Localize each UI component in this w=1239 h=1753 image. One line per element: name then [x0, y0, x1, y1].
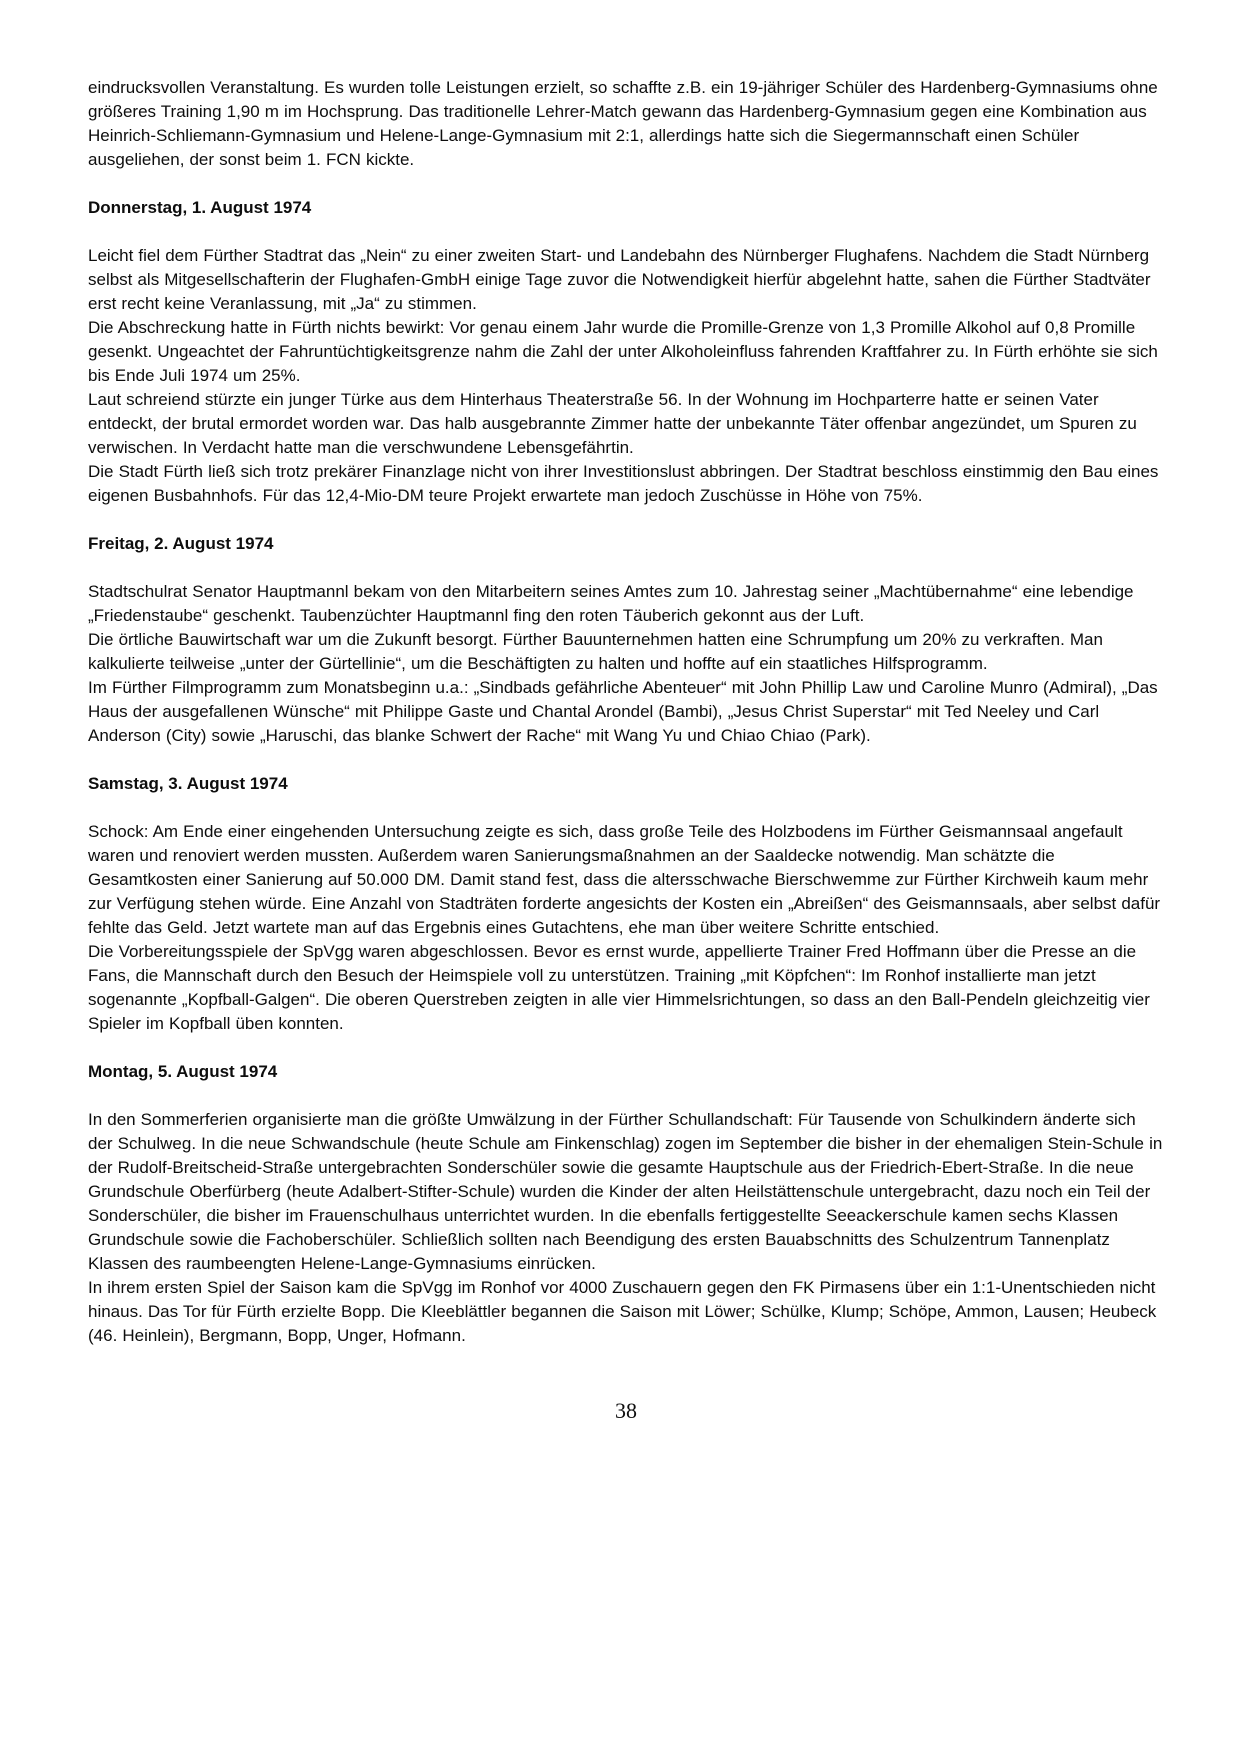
- paragraph: In den Sommerferien organisierte man die größte Umwälzung in der Fürther Schullandschaft: Für Tausende von Schulkindern änderte sich der Schulweg. In die neue Schwandschule (heute Schule am Finkenschlag) zogen im September die bisher in der ehemaligen Stein-Schule in der Rudolf-Breitscheid-Straße untergebrachten Sonderschüler sowie die gesamte Hauptschule aus der Friedrich-Ebert-Straße. In die neue Grundschule Oberfürberg (heute Adalbert-Stifter-Schule) wurden die Kinder der alten Heilstättenschule untergebracht, dazu noch ein Teil der Sonderschüler, die bisher im Frauenschulhaus unterrichtet wurden. In die ebenfalls fertiggestellte Seeackerschule kamen sechs Klassen Grundschule sowie die Fachoberschüler. Schließlich sollten nach Beendigung des ersten Bauabschnitts des Schulzentrum Tannenplatz Klassen des raumbeengten Helene-Lange-Gymnasiums einrücken.: [88, 1110, 1163, 1273]
- paragraph: Laut schreiend stürzte ein junger Türke aus dem Hinterhaus Theaterstraße 56. In der Wohnung im Hochparterre hatte er seinen Vater entdeckt, der brutal ermordet worden war. Das halb ausgebrannte Zimmer hatte der unbekannte Täter offenbar angezündet, um Spuren zu verwischen. In Verdacht hatte man die verschwundene Lebensgefährtin.: [88, 390, 1137, 457]
- section-heading: Freitag, 2. August 1974: [88, 534, 274, 553]
- paragraph: Schock: Am Ende einer eingehenden Untersuchung zeigte es sich, dass große Teile des Holzbodens im Fürther Geismannsaal angefault waren und renoviert werden mussten. Außerdem waren Sanierungsmaßnahmen an der Saaldecke notwendig. Man schätzte die Gesamtkosten einer Sanierung auf 50.000 DM. Damit stand fest, dass die altersschwache Bierschwemme zur Fürther Kirchweih kaum mehr zur Verfügung stehen würde. Eine Anzahl von Stadträten forderte angesichts der Kosten ein „Abreißen“ des Geismannsaals, aber selbst dafür fehlte das Geld. Jetzt wartete man auf das Ergebnis eines Gutachtens, ehe man über weitere Schritte entschied.: [88, 822, 1161, 937]
- paragraph: Leicht fiel dem Fürther Stadtrat das „Nein“ zu einer zweiten Start- und Landebahn des Nürnberger Flughafens. Nachdem die Stadt Nürnberg selbst als Mitgesellschafterin der Flughafen-GmbH einige Tage zuvor die Notwendigkeit hierfür abgelehnt hatte, sahen die Fürther Stadtväter erst recht keine Veranlassung, mit „Ja“ zu stimmen.: [88, 246, 1151, 313]
- paragraph: Die Abschreckung hatte in Fürth nichts bewirkt: Vor genau einem Jahr wurde die Promille-Grenze von 1,3 Promille Alkohol auf 0,8 Promille gesenkt. Ungeachtet der Fahruntüchtigkeitsgrenze nahm die Zahl der unter Alkoholeinfluss fahrenden Kraftfahrer zu. In Fürth erhöhte sie sich bis Ende Juli 1974 um 25%.: [88, 318, 1158, 385]
- paragraph: Die Vorbereitungsspiele der SpVgg waren abgeschlossen. Bevor es ernst wurde, appellierte Trainer Fred Hoffmann über die Presse an die Fans, die Mannschaft durch den Besuch der Heimspiele voll zu unterstützen. Training „mit Köpfchen“: Im Ronhof installierte man jetzt sogenannte „Kopfball-Galgen“. Die oberen Querstreben zeigten in alle vier Himmelsrichtungen, so dass an den Ball-Pendeln gleichzeitig vier Spieler im Kopfball üben konnten.: [88, 942, 1150, 1033]
- paragraph: Im Fürther Filmprogramm zum Monatsbeginn u.a.: „Sindbads gefährliche Abenteuer“ mit John Phillip Law und Caroline Munro (Admiral), „Das Haus der ausgefallenen Wünsche“ mit Philippe Gaste und Chantal Arondel (Bambi), „Jesus Christ Superstar“ mit Ted Neeley und Carl Anderson (City) sowie „Haruschi, das blanke Schwert der Rache“ mit Wang Yu und Chiao Chiao (Park).: [88, 678, 1158, 745]
- paragraph: In ihrem ersten Spiel der Saison kam die SpVgg im Ronhof vor 4000 Zuschauern gegen den FK Pirmasens über ein 1:1-Unentschieden nicht hinaus. Das Tor für Fürth erzielte Bopp. Die Kleeblättler begannen die Saison mit Löwer; Schülke, Klump; Schöpe, Ammon, Lausen; Heubeck (46. Heinlein), Bergmann, Bopp, Unger, Hofmann.: [88, 1278, 1157, 1345]
- paragraph: Die Stadt Fürth ließ sich trotz prekärer Finanzlage nicht von ihrer Investitionslust abbringen. Der Stadtrat beschloss einstimmig den Bau eines eigenen Busbahnhofs. Für das 12,4-Mio-DM teure Projekt erwartete man jedoch Zuschüsse in Höhe von 75%.: [88, 462, 1159, 505]
- section-heading: Samstag, 3. August 1974: [88, 774, 288, 793]
- section-heading: Donnerstag, 1. August 1974: [88, 198, 312, 217]
- paragraph: Die örtliche Bauwirtschaft war um die Zukunft besorgt. Fürther Bauunternehmen hatten eine Schrumpfung um 20% zu verkraften. Man kalkulierte teilweise „unter der Gürtellinie“, um die Beschäftigten zu halten und hoffte auf ein staatliches Hilfsprogramm.: [88, 630, 1103, 673]
- paragraph: eindrucksvollen Veranstaltung. Es wurden tolle Leistungen erzielt, so schaffte z.B. ein 19-jähriger Schüler des Hardenberg-Gymnasiums ohne größeres Training 1,90 m im Hochsprung. Das traditionelle Lehrer-Match gewann das Hardenberg-Gymnasium gegen eine Kombination aus Heinrich-Schliemann-Gymnasium und Helene-Lange-Gymnasium mit 2:1, allerdings hatte sich die Siegermannschaft einen Schüler ausgeliehen, der sonst beim 1. FCN kickte.: [88, 78, 1158, 169]
- page-number: 38: [615, 1398, 637, 1423]
- section-heading: Montag, 5. August 1974: [88, 1062, 278, 1081]
- paragraph: Stadtschulrat Senator Hauptmannl bekam von den Mitarbeitern seines Amtes zum 10. Jahrestag seiner „Machtübernahme“ eine lebendige „Friedenstaube“ geschenkt. Taubenzüchter Hauptmannl fing den roten Täuberich gekonnt aus der Luft.: [88, 582, 1134, 625]
- document-body: [88, 76, 1164, 1424]
